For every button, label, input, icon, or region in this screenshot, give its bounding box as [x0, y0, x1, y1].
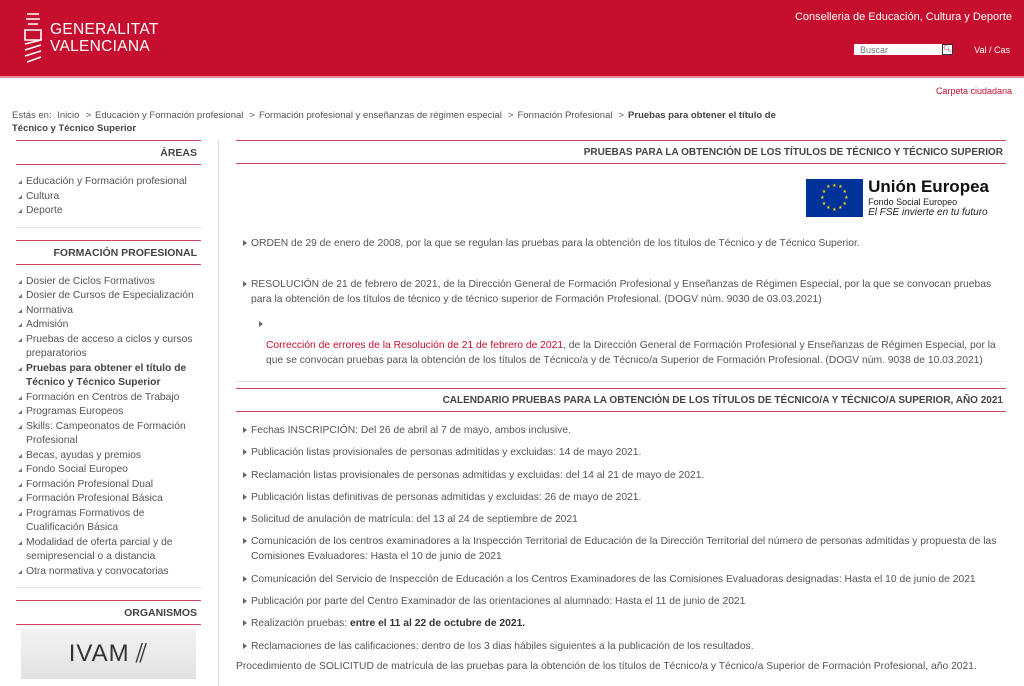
eu-sub: Fondo Social Europeo: [868, 197, 958, 207]
sub-bullet: [252, 317, 1006, 327]
sidebar: [16, 140, 201, 679]
coat-of-arms-icon: [22, 10, 44, 66]
sidebar-item[interactable]: Programas Europeos: [16, 405, 201, 420]
orden-item: [236, 236, 1006, 251]
sidebar-item[interactable]: Pruebas de acceso a ciclos y cursos preparatorios: [16, 333, 201, 362]
calendar-item: Fechas INSCRIPCIÓN: Del 26 de abril al 7 de mayo, ambos inclusive.: [236, 423, 1006, 438]
logo-line2: VALENCIANA: [50, 38, 151, 55]
calendar-item: Comunicación de los centros examinadores a la Inspección Territorial de Educación de la Dirección Territorial del número de personas admitidas y propuesta de las Comisiones Evaluadores: Hasta el 10 de junio de 2021: [236, 534, 1006, 564]
calendar-item: Reclamaciones de las calificaciones: dentro de los 3 dias hábiles siguientes a la publicación de los resultados.: [236, 639, 1006, 654]
search-icon[interactable]: 🔍︎: [943, 46, 952, 53]
star-icon: ★: [821, 188, 827, 195]
star-icon: ★: [842, 188, 847, 195]
resolucion-link[interactable]: RESOLUCIÓN de 21 de febrero de 2021: [251, 279, 438, 290]
correccion-text: , de la Dirección General de Formación Profesional y Enseñanzas de Régimen Especial, por la que se convocan pruebas para la obtención de los títulos de Técnico/a y de Técnico/a Superior de Formación Profesional. (DOGV núm. 9038 de 10.03.2021): [266, 340, 996, 366]
star-icon: ★: [821, 200, 827, 207]
site-header: [0, 0, 1024, 78]
proc-post: de las pruebas para la obtención de los títulos de Técnico/a y Técnico/a Superior de Formación Profesional, año 2021.: [433, 660, 977, 672]
search-box: [854, 44, 953, 55]
sidebar-item[interactable]: Otra normativa y convocatorias: [16, 565, 201, 580]
breadcrumb-label: Estás en:: [12, 110, 52, 121]
fp-list: [16, 265, 201, 589]
sidebar-item[interactable]: Educación y Formación profesional: [16, 175, 201, 190]
calendar-heading: CALENDARIO PRUEBAS PARA LA OBTENCIÓN DE LOS TÍTULOS DE TÉCNICO/A Y TÉCNICO/A SUPERIOR, AÑO 2021: [236, 388, 1006, 412]
sidebar-item[interactable]: Becas, ayudas y premios: [16, 449, 201, 464]
proc-pre: Procedimiento de: [236, 660, 319, 672]
sidebar-item[interactable]: Programas Formativos de Cualificación Básica: [16, 507, 201, 536]
resolucion-item: [236, 277, 1006, 307]
fp-heading: FORMACIÓN PROFESIONAL: [16, 240, 201, 265]
star-icon: ★: [844, 194, 849, 201]
star-icon: ★: [826, 204, 831, 211]
calendar-item: Publicación listas definitivas de personas admitidas y excluidas: 26 de mayo de 2021.: [236, 490, 1006, 505]
star-icon: ★: [838, 204, 843, 211]
eu-title: Unión Europea: [868, 177, 989, 196]
sidebar-item[interactable]: Pruebas para obtener el título de Técnico y Técnico Superior: [16, 362, 201, 391]
orden-text: de 29 de enero de 2008, por la que se regulan las pruebas para la obtención de los títulos de Técnico y de Técnico Superior.: [288, 238, 860, 249]
crumb-link[interactable]: Inicio: [57, 110, 80, 121]
eu-flag-icon: [806, 179, 863, 217]
organismos-heading: ORGANISMOS: [16, 600, 201, 625]
sidebar-item[interactable]: Skills: Campeonatos de Formación Profesional: [16, 420, 201, 449]
main-content: [236, 140, 1006, 672]
column-divider: [218, 140, 219, 686]
sidebar-item[interactable]: Formación Profesional Dual: [16, 478, 201, 493]
calendar-list: [236, 423, 1006, 654]
star-icon: ★: [838, 184, 843, 191]
carpeta-ciudadana-link[interactable]: Carpeta ciudadana: [935, 86, 1012, 96]
sidebar-item[interactable]: Dosier de Ciclos Formativos: [16, 275, 201, 290]
crumb-link[interactable]: Formación profesional y enseñanzas de régimen especial: [258, 110, 502, 121]
correccion-link[interactable]: Corrección de errores de la Resolución de 21 de febrero de 2021: [266, 340, 564, 351]
procedimiento: [236, 661, 1006, 672]
correccion-item: [266, 338, 1006, 368]
areas-heading: ÁREAS: [16, 140, 201, 165]
star-icon: ★: [826, 184, 831, 191]
search-input[interactable]: [854, 44, 942, 55]
star-icon: ★: [832, 206, 837, 213]
conselleria-link[interactable]: Conselleria de Educación, Cultura y Deporte: [794, 11, 1012, 23]
crumb-link[interactable]: Formación Profesional: [517, 110, 613, 121]
crumb-current: Pruebas para obtener el título de Técnico y Técnico Superior: [12, 110, 776, 134]
generalitat-logo[interactable]: [22, 10, 159, 66]
calendar-item: Publicación listas provisionales de personas admitidas y excluidas: 14 de mayo 2021.: [236, 445, 1006, 460]
star-icon: ★: [842, 200, 847, 207]
sidebar-item[interactable]: Cultura: [16, 190, 201, 205]
star-icon: ★: [832, 182, 837, 189]
sidebar-item[interactable]: Fondo Social Europeo: [16, 463, 201, 478]
calendar-item: Comunicación del Servicio de Inspección de Educación a los Centros Examinadores de las Comisiones Evaluadoras designadas: Hasta el 10 de junio de 2021: [236, 572, 1006, 587]
solicitud-link[interactable]: SOLICITUD de matrícula: [319, 660, 434, 672]
areas-list: [16, 165, 201, 228]
eu-logo: [236, 177, 989, 218]
calendar-item: Solicitud de anulación de matrícula: del 13 al 24 de septiembre de 2021: [236, 512, 1006, 527]
sidebar-item[interactable]: Deporte: [16, 204, 201, 219]
realizacion-label: Realización pruebas:: [251, 618, 351, 630]
logo-line1: GENERALITAT: [50, 21, 159, 38]
language-switch[interactable]: Val / Cas: [974, 45, 1010, 55]
orden-link[interactable]: ORDEN: [251, 238, 289, 249]
star-icon: ★: [820, 194, 825, 201]
calendar-item: Publicación por parte del Centro Examinador de las orientaciones al alumnado: Hasta el 11 de junio de 2021: [236, 594, 1006, 609]
sidebar-item[interactable]: Admisión: [16, 318, 201, 333]
calendar-item: [236, 616, 1006, 631]
sidebar-item[interactable]: Modalidad de oferta parcial y de semipresencial o a distancia: [16, 536, 201, 565]
realizacion-value: entre el 11 al 22 de octubre de 2021.: [350, 618, 526, 630]
sidebar-item[interactable]: Formación en Centros de Trabajo: [16, 391, 201, 406]
sidebar-item[interactable]: Normativa: [16, 304, 201, 319]
eu-slogan: El FSE invierte en tu futuro: [868, 207, 988, 218]
breadcrumb: Estás en: Inicio > Educación y Formación profesional > Formación profesional y enseñanzas de régimen especial > Formación Profesional > Pruebas para obtener el título de Técnico y Técnico Superior: [12, 110, 776, 134]
ivam-logo[interactable]: IVAM ⫽: [21, 629, 196, 679]
resolucion-text: , de la Dirección General de Formación Profesional y Enseñanzas de Régimen Especial, por la que se convocan pruebas para la obtención de los títulos de técnico y de técnico superior de Formación Profesional. (DOGV núm. 9030 de 03.03.2021): [251, 279, 992, 305]
sidebar-item[interactable]: Formación Profesional Básica: [16, 492, 201, 507]
calendar-item: Reclamación listas provisionales de personas admitidas y excluidas: del 14 al 21 de mayo de 2021.: [236, 468, 1006, 483]
page-title: PRUEBAS PARA LA OBTENCIÓN DE LOS TÍTULOS DE TÉCNICO Y TÉCNICO SUPERIOR: [236, 140, 1006, 164]
crumb-link[interactable]: Educación y Formación profesional: [95, 110, 244, 121]
sidebar-item[interactable]: Dosier de Cursos de Especialización: [16, 289, 201, 304]
